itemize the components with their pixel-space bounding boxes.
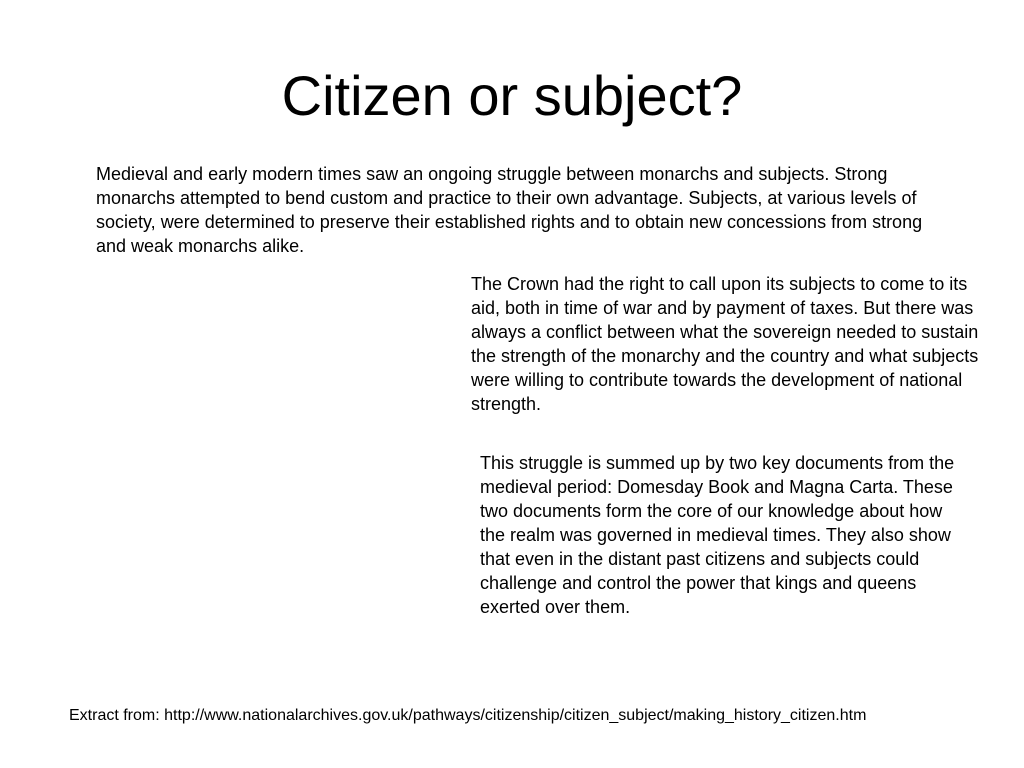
source-footer: Extract from: http://www.nationalarchives.gov.uk/pathways/citizenship/citizen_subject/making_history_citizen.htm bbox=[69, 707, 867, 724]
slide-title: Citizen or subject? bbox=[281, 64, 743, 127]
crown-paragraph: The Crown had the right to call upon its subjects to come to its aid, both in time of war and by payment of taxes. But there was always a conflict between what the sovereign needed to sustain the strength of the monarchy and the country and what subjects were willing to contribute towards the development of national strength. bbox=[471, 274, 979, 414]
intro-paragraph: Medieval and early modern times saw an ongoing struggle between monarchs and subjects. Strong monarchs attempted to bend custom and practice to their own advantage. Subjects, at various levels of society, were determined to preserve their established rights and to obtain new concessions from strong and weak monarchs alike. bbox=[96, 164, 923, 256]
documents-paragraph: This struggle is summed up by two key documents from the medieval period: Domesday Book and Magna Carta. These two documents form the core of our knowledge about how the realm was governed in medieval times. They also show that even in the distant past citizens and subjects could challenge and control the power that kings and queens exerted over them. bbox=[480, 453, 955, 617]
